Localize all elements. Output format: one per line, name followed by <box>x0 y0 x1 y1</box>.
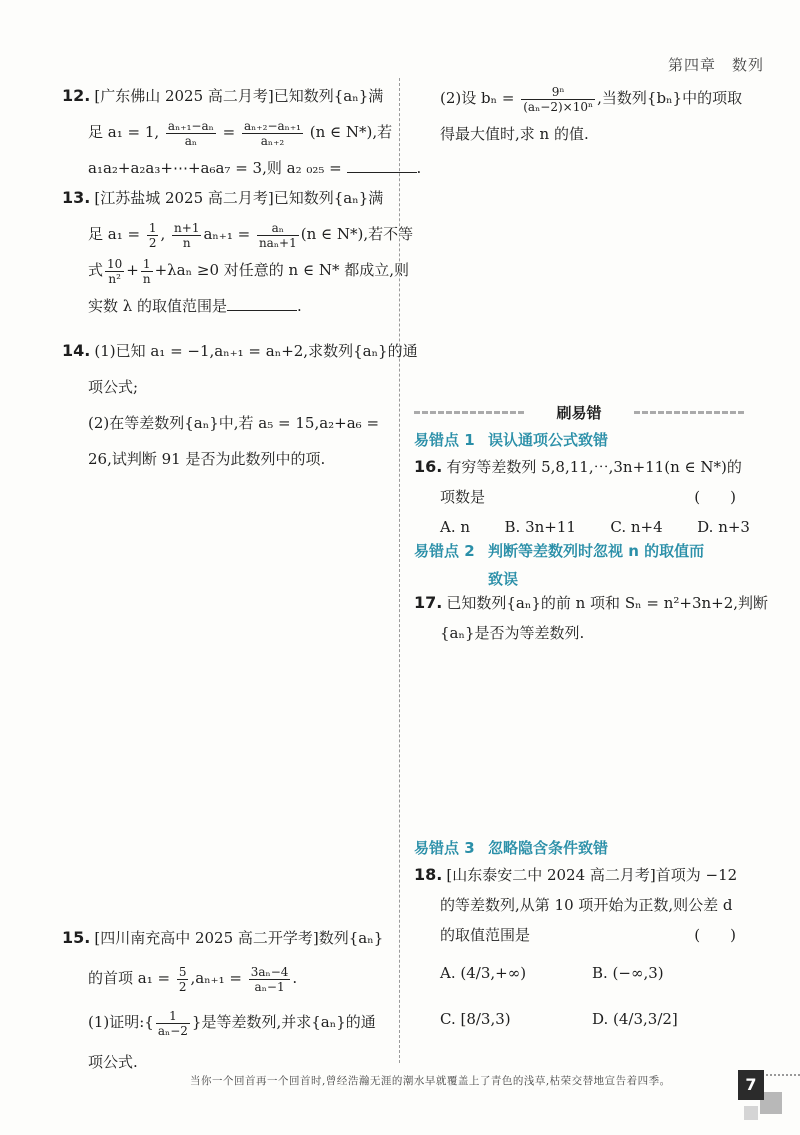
question-text: 项数是 <box>440 488 486 506</box>
question-text: (1)已知 a₁ = −1,aₙ₊₁ = aₙ+2,求数列{aₙ}的通 <box>94 342 418 360</box>
pitfall-2-heading <box>414 537 704 593</box>
question-13 <box>62 180 413 324</box>
question-text: [江苏盐城 2025 高二月考]已知数列{aₙ}满 <box>94 189 384 207</box>
option-d[interactable]: D. (4/3,3/2] <box>592 1010 678 1028</box>
question-15 <box>62 920 383 1080</box>
question-text: 的等差数列,从第 10 项开始为正数,则公差 d <box>440 896 733 914</box>
question-14 <box>62 333 418 477</box>
corner-decoration <box>744 1106 758 1120</box>
option-b[interactable]: B. 3n+11 <box>504 518 576 536</box>
pitfall-3-heading <box>414 834 608 862</box>
answer-blank[interactable] <box>227 296 297 311</box>
option-c[interactable]: C. [8/3,3) <box>440 1010 511 1028</box>
pitfall-text: 致误 <box>488 570 519 588</box>
question-text: . <box>416 159 422 177</box>
question-number: 17. <box>414 593 443 612</box>
question-17 <box>414 588 768 648</box>
question-text: (1)证明:{ <box>88 1013 154 1031</box>
question-text: + <box>126 261 139 279</box>
option-a[interactable]: A. (4/3,+∞) <box>440 964 527 982</box>
question-text: (n ∈ N*),若不等 <box>300 225 414 243</box>
question-16 <box>414 452 750 542</box>
question-text: 已知数列{aₙ}的前 n 项和 Sₙ = n²+3n+2,判断 <box>446 594 769 612</box>
question-text: ,当数列{bₙ}中的项取 <box>597 89 743 107</box>
question-text: 项公式. <box>88 1053 138 1071</box>
question-text: (n ∈ N*),若 <box>309 123 393 141</box>
question-number: 16. <box>414 457 443 476</box>
footer-dots <box>766 1074 800 1076</box>
pitfall-text: 误认通项公式致错 <box>488 431 609 449</box>
option-c[interactable]: C. n+4 <box>610 518 663 536</box>
fraction: $\frac{n+1}{n}$ <box>174 220 200 250</box>
question-text: (2)在等差数列{aₙ}中,若 a₅ = 15,a₂+a₆ = <box>88 414 380 432</box>
chapter-header: 第四章 数列 <box>667 56 764 74</box>
question-15-part2 <box>440 80 742 152</box>
option-b[interactable]: B. (−∞,3) <box>592 964 664 982</box>
pitfall-1-heading <box>414 426 608 454</box>
pitfall-text: 忽略隐含条件致错 <box>488 839 609 857</box>
fraction: $\frac{\text{3aₙ−4}}{\text{aₙ−1}}$ <box>250 964 289 994</box>
question-text: . <box>297 297 302 315</box>
question-number: 18. <box>414 865 443 884</box>
question-number: 15. <box>62 928 91 947</box>
footer-quote: 当你一个回首再一个回首时,曾经浩瀚无涯的潮水早就覆盖上了青色的浅草,枯荣交替地宣告着四季。 <box>190 1075 671 1087</box>
question-text: 的取值范围是 <box>440 926 531 944</box>
answer-paren[interactable]: ( ) <box>694 488 736 506</box>
question-12 <box>62 78 421 186</box>
question-text: , <box>160 225 166 243</box>
question-text: +λaₙ ≥0 对任意的 n ∈ N* 都成立,则 <box>154 261 409 279</box>
question-text: ,aₙ₊₁ = <box>190 969 242 987</box>
question-text: 式 <box>88 261 104 279</box>
question-text: 26,试判断 91 是否为此数列中的项. <box>88 450 326 468</box>
option-a[interactable]: A. n <box>440 518 471 536</box>
section-title: 刷易错 <box>414 402 744 423</box>
question-text: 得最大值时,求 n 的值. <box>440 125 589 143</box>
fraction: $\frac{1}{n}$ <box>142 256 151 286</box>
fraction: $\frac{10}{\text{n²}}$ <box>107 256 123 286</box>
question-text: aₙ₊₁ = <box>203 225 251 243</box>
question-text: [山东泰安二中 2024 高二月考]首项为 −12 <box>446 866 738 884</box>
question-text: (2)设 bₙ = <box>440 89 515 107</box>
question-text: 项公式; <box>88 378 139 396</box>
question-text: {aₙ}是否为等差数列. <box>440 624 585 642</box>
fraction: $\frac{5}{2}$ <box>178 964 187 994</box>
fraction: $\frac{1}{\text{aₙ−2}}$ <box>157 1008 188 1038</box>
pitfall-label: 易错点 3 <box>414 839 475 857</box>
question-text: 有穷等差数列 5,8,11,⋯,3n+11(n ∈ N*)的 <box>446 458 742 476</box>
pitfall-label: 易错点 1 <box>414 431 475 449</box>
question-text: . <box>292 969 298 987</box>
question-text: [四川南充高中 2025 高二开学考]数列{aₙ} <box>94 929 384 947</box>
fraction: $\frac{\text{9ⁿ}}{\text{(aₙ−2)×10ⁿ}}$ <box>523 84 594 114</box>
question-text: [广东佛山 2025 高二月考]已知数列{aₙ}满 <box>94 87 384 105</box>
question-text: 实数 λ 的取值范围是 <box>88 297 228 315</box>
answer-paren[interactable]: ( ) <box>694 926 736 944</box>
pitfall-text: 判断等差数列时忽视 n 的取值而 <box>488 542 705 560</box>
page-number: 7 <box>738 1070 764 1100</box>
fraction: $\frac{\text{aₙ₊₂−aₙ₊₁}}{\text{aₙ₊₂}}$ <box>243 118 301 148</box>
answer-blank[interactable] <box>347 158 417 173</box>
question-text: 的首项 a₁ = <box>88 969 171 987</box>
question-text: 足 a₁ = 1, <box>88 123 160 141</box>
question-text: }是等差数列,并求{aₙ}的通 <box>191 1013 376 1031</box>
fraction: $\frac{\text{aₙ}}{\text{naₙ+1}}$ <box>258 220 297 250</box>
question-18 <box>414 860 744 1042</box>
pitfall-label: 易错点 2 <box>414 542 475 560</box>
question-text: = <box>222 123 236 141</box>
question-number: 12. <box>62 86 91 105</box>
question-number: 13. <box>62 188 91 207</box>
option-d[interactable]: D. n+3 <box>697 518 750 536</box>
question-text: 足 a₁ = <box>88 225 141 243</box>
question-text: a₁a₂+a₂a₃+⋯+a₆a₇ = 3,则 a₂ ₀₂₅ = <box>88 159 342 177</box>
fraction: $\frac{\text{aₙ₊₁−aₙ}}{\text{aₙ}}$ <box>167 118 214 148</box>
fraction: $\frac{1}{2}$ <box>148 220 157 250</box>
question-number: 14. <box>62 341 91 360</box>
